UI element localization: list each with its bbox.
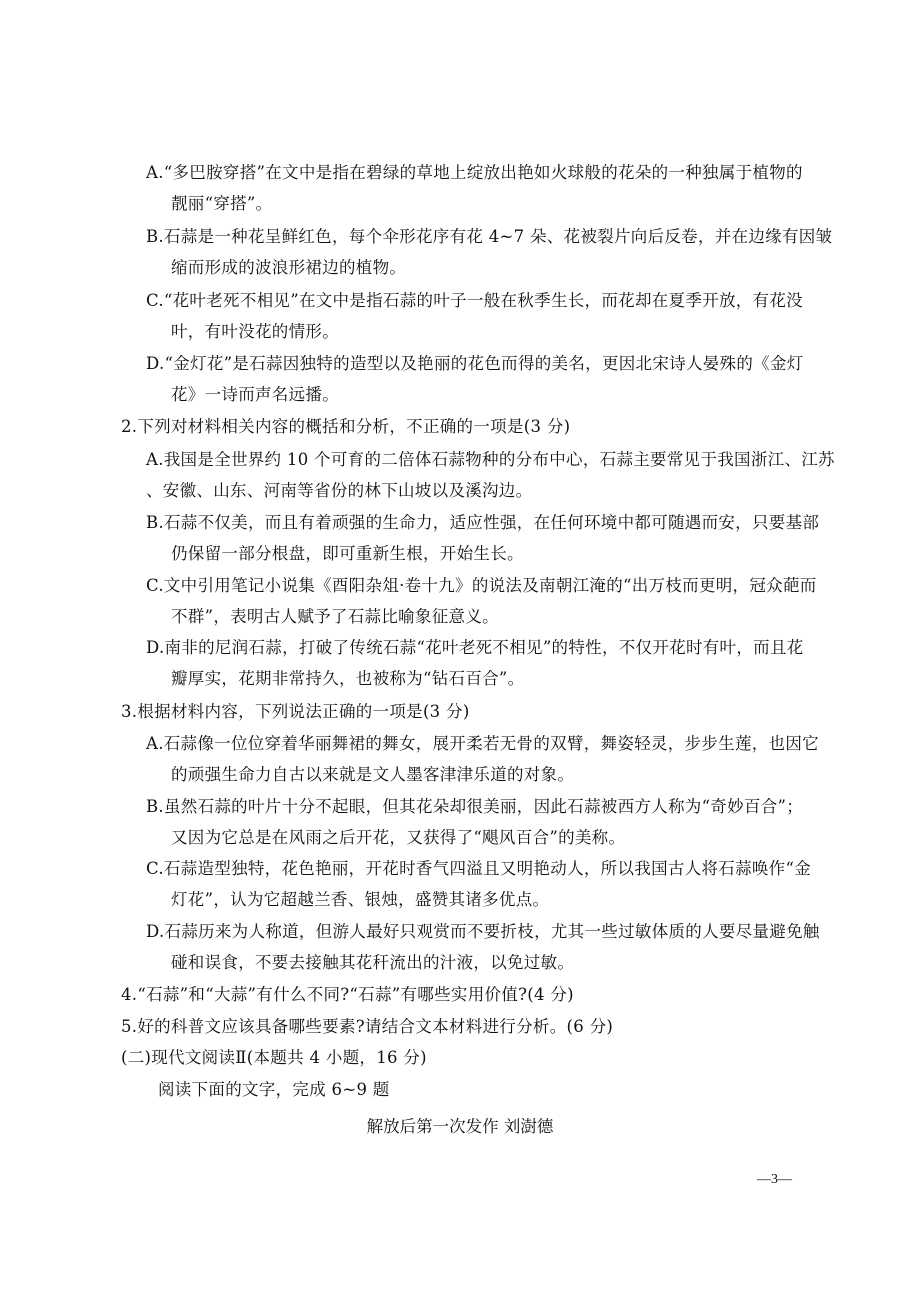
q2-option-d-line2: 瓣厚实，花期非常持久，也被称为“钻石百合”。 — [171, 669, 525, 688]
q1-option-c-line1: C.“花叶老死不相见”在文中是指石蒜的叶子一般在秋季生长，而花却在夏季开放，有花没 — [146, 291, 803, 310]
q1-option-a-line2: 靓丽“穿搭”。 — [171, 194, 273, 213]
q4-stem: 4.“石蒜”和“大蒜”有什么不同?“石蒜”有哪些实用价值?(4 分) — [121, 985, 574, 1004]
q3-option-d-line1: D.石蒜历来为人称道，但游人最好只观赏而不要折枝，尤其一些过敏体质的人要尽量避免触 — [146, 922, 820, 941]
q1-option-b-line1: B.石蒜是一种花呈鲜红色，每个伞形花序有花 4~7 朵、花被裂片向后反卷，并在边缘有因皱 — [146, 227, 833, 246]
q3-option-b-line2: 又因为它总是在风雨之后开花，又获得了“飓风百合”的美称。 — [171, 828, 626, 847]
page-number: —3— — [757, 1172, 792, 1187]
q2-option-a-line2: 、安徽、山东、河南等省份的林下山坡以及溪沟边。 — [146, 481, 533, 500]
q3-option-d-line2: 碰和误食，不要去接触其花秆流出的汁液，以免过敏。 — [171, 953, 575, 972]
q2-option-a-line1: A.我国是全世界约 10 个可育的二倍体石蒜物种的分布中心，石蒜主要常见于我国浙江、江苏 — [146, 450, 835, 469]
q3-stem: 3.根据材料内容，下列说法正确的一项是(3 分) — [121, 702, 470, 721]
q1-option-a-line1: A.“多巴胺穿搭”在文中是指在碧绿的草地上绽放出艳如火球般的花朵的一种独属于植物的 — [146, 163, 803, 182]
q1-option-d-line2: 花》一诗而声名远播。 — [171, 385, 339, 404]
article-title: 解放后第一次发作 刘澍德 — [366, 1117, 554, 1136]
q3-option-c-line2: 灯花”，认为它超越兰香、银烛，盛赞其诸多优点。 — [171, 890, 550, 909]
q1-option-c-line2: 叶，有叶没花的情形。 — [171, 322, 339, 341]
q2-option-b-line2: 仍保留一部分根盘，即可重新生根，开始生长。 — [171, 544, 524, 563]
q3-option-b-line1: B.虽然石蒜的叶片十分不起眼，但其花朵却很美丽，因此石蒜被西方人称为“奇妙百合”； — [146, 797, 804, 816]
q2-option-c-line2: 不群”，表明古人赋予了石蒜比喻象征意义。 — [171, 607, 499, 626]
q2-option-c-line1: C.文中引用笔记小说集《酉阳杂俎·卷十九》的说法及南朝江淹的“出万枝而更明，冠众葩而 — [146, 576, 817, 595]
instruction: 阅读下面的文字，完成 6~9 题 — [158, 1080, 390, 1099]
q1-option-b-line2: 缩而形成的波浪形裙边的植物。 — [171, 258, 407, 277]
q2-option-d-line1: D.南非的尼润石蒜，打破了传统石蒜“花叶老死不相见”的特性，不仅开花时有叶，而且花 — [146, 638, 804, 657]
q2-option-b-line1: B.石蒜不仅美，而且有着顽强的生命力，适应性强，在任何环境中都可随遇而安，只要基部 — [146, 513, 820, 532]
q1-option-d-line1: D.“金灯花”是石蒜因独特的造型以及艳丽的花色而得的美名，更因北宋诗人晏殊的《金灯 — [146, 354, 804, 373]
section-heading: (二)现代文阅读Ⅱ(本题共 4 小题，16 分) — [121, 1048, 427, 1067]
q3-option-a-line1: A.石蒜像一位位穿着华丽舞裙的舞女，展开柔若无骨的双臂，舞姿轻灵，步步生莲，也因它 — [146, 734, 819, 753]
q3-option-c-line1: C.石蒜造型独特，花色艳丽，开花时香气四溢且又明艳动人，所以我国古人将石蒜唤作“金 — [146, 859, 812, 878]
q3-option-a-line2: 的顽强生命力自古以来就是文人墨客津津乐道的对象。 — [171, 765, 575, 784]
q2-stem: 2.下列对材料相关内容的概括和分析，不正确的一项是(3 分) — [121, 417, 571, 436]
q5-stem: 5.好的科普文应该具备哪些要素?请结合文本材料进行分析。(6 分) — [121, 1017, 614, 1036]
